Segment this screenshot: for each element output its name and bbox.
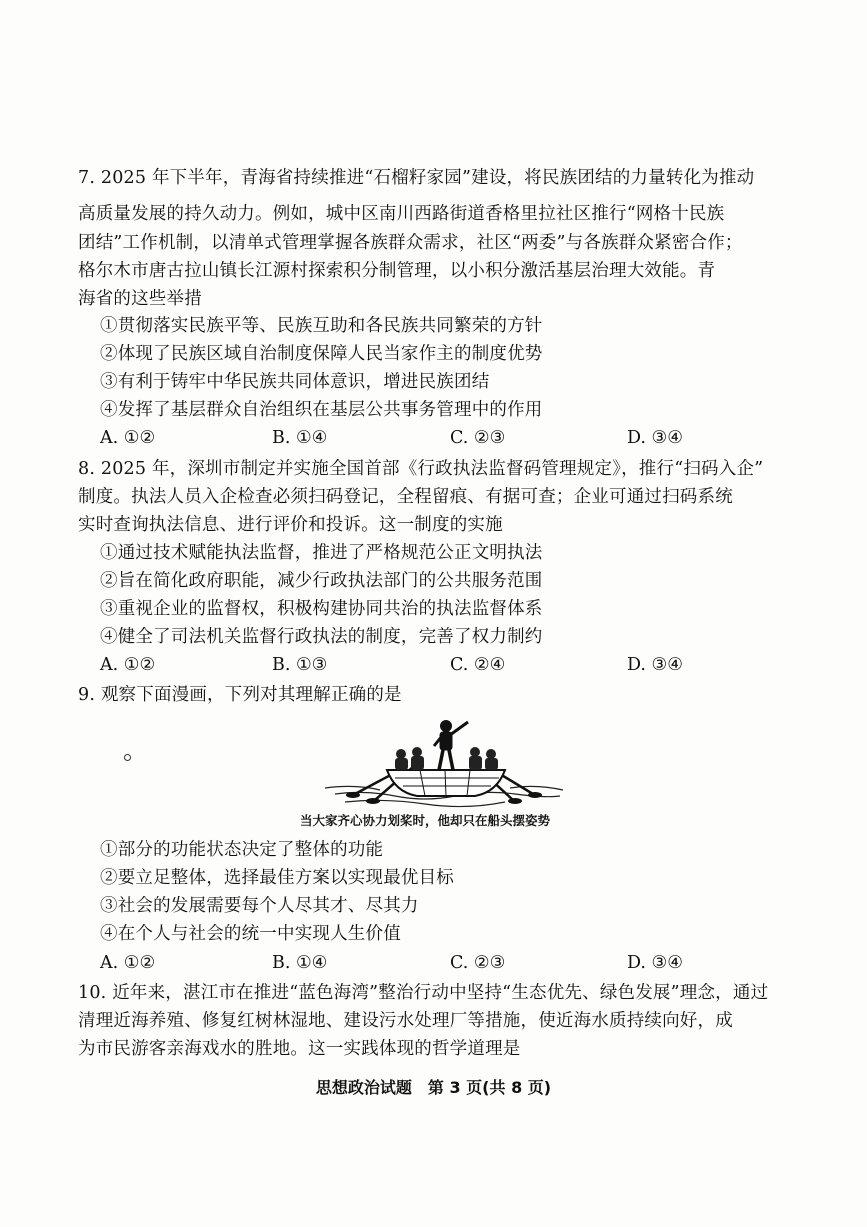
q8-option-b[interactable]: B. ①③ <box>272 655 328 675</box>
q9-option-c[interactable]: C. ②③ <box>450 953 506 973</box>
q7-statement-4: ④发挥了基层群众自治组织在基层公共事务管理中的作用 <box>100 400 543 420</box>
rowing-boat-cartoon <box>325 712 565 812</box>
q8-stem-line: 制度。执法人员入企检查必须扫码登记，全程留痕、有据可查；企业可通过扫码系统 <box>78 487 733 507</box>
q9-statement-3: ③社会的发展需要每个人尽其才、尽其力 <box>100 896 419 916</box>
q9-option-a[interactable]: A. ①② <box>100 953 156 973</box>
q7-option-c[interactable]: C. ②③ <box>450 428 506 448</box>
q8-stem-line: 实时查询执法信息、进行评价和投诉。这一制度的实施 <box>78 515 503 535</box>
q8-option-c[interactable]: C. ②④ <box>450 655 506 675</box>
q8-statement-4: ④健全了司法机关监督行政执法的制度，完善了权力制约 <box>100 627 543 647</box>
q9-option-b[interactable]: B. ①④ <box>272 953 328 973</box>
q10-stem-line: 清理近海养殖、修复红树林湿地、建设污水处理厂等措施，使近海水质持续向好，成 <box>78 1011 733 1031</box>
q8-options <box>100 653 720 677</box>
q8-stem-line: 8. 2025 年，深圳市制定并实施全国首部《行政执法监督码管理规定》，推行“扫码入企” <box>78 459 764 479</box>
q7-stem-line: 高质量发展的持久动力。例如，城中区南川西路街道香格里拉社区推行“网格十民族 <box>78 204 725 224</box>
q10-stem-line: 为市民游客亲海戏水的胜地。这一实践体现的哲学道理是 <box>78 1039 521 1059</box>
cartoon-caption: 当大家齐心协力划桨时，他却只在船头摆姿势 <box>300 813 551 828</box>
q9-statement-4: ④在个人与社会的统一中实现人生价值 <box>100 924 401 944</box>
page-footer: 思想政治试题 第 3 页(共 8 页) <box>315 1078 552 1097</box>
q8-statement-1: ①通过技术赋能执法监督，推进了严格规范公正文明执法 <box>100 543 543 563</box>
q8-option-a[interactable]: A. ①② <box>100 655 156 675</box>
q9-option-d[interactable]: D. ③④ <box>627 953 683 973</box>
q7-stem-line: 海省的这些举措 <box>78 289 202 309</box>
q9-options <box>100 951 720 975</box>
q9-statement-1: ①部分的功能状态决定了整体的功能 <box>100 840 384 860</box>
q9-stem-line: 9. 观察下面漫画，下列对其理解正确的是 <box>78 685 402 705</box>
q7-stem-line: 团结”工作机制，以清单式管理掌握各族群众需求，社区“两委”与各族群众紧密合作； <box>78 233 743 253</box>
q7-options <box>100 426 720 450</box>
q9-statement-2: ②要立足整体，选择最佳方案以实现最优目标 <box>100 868 454 888</box>
q7-statement-3: ③有利于铸牢中华民族共同体意识，增进民族团结 <box>100 372 490 392</box>
q7-stem-line: 7. 2025 年下半年，青海省持续推进“石榴籽家园”建设，将民族团结的力量转化为推动 <box>78 168 755 188</box>
q10-stem-line: 10. 近年来，湛江市在推进“蓝色海湾”整治行动中坚持“生态优先、绿色发展”理念，通过 <box>78 983 769 1003</box>
q7-statement-2: ②体现了民族区域自治制度保障人民当家作主的制度优势 <box>100 344 543 364</box>
q8-statement-3: ③重视企业的监督权，积极构建协同共治的执法监督体系 <box>100 599 543 619</box>
q7-stem-line: 格尔木市唐古拉山镇长江源村探索积分制管理，以小积分激活基层治理大效能。青 <box>78 261 716 281</box>
q8-option-d[interactable]: D. ③④ <box>627 655 683 675</box>
q7-option-b[interactable]: B. ①④ <box>272 428 328 448</box>
stray-mark <box>124 754 131 761</box>
q7-option-a[interactable]: A. ①② <box>100 428 156 448</box>
q8-statement-2: ②旨在简化政府职能，减少行政执法部门的公共服务范围 <box>100 571 543 591</box>
q7-statement-1: ①贯彻落实民族平等、民族互助和各民族共同繁荣的方针 <box>100 316 543 336</box>
q7-option-d[interactable]: D. ③④ <box>627 428 683 448</box>
